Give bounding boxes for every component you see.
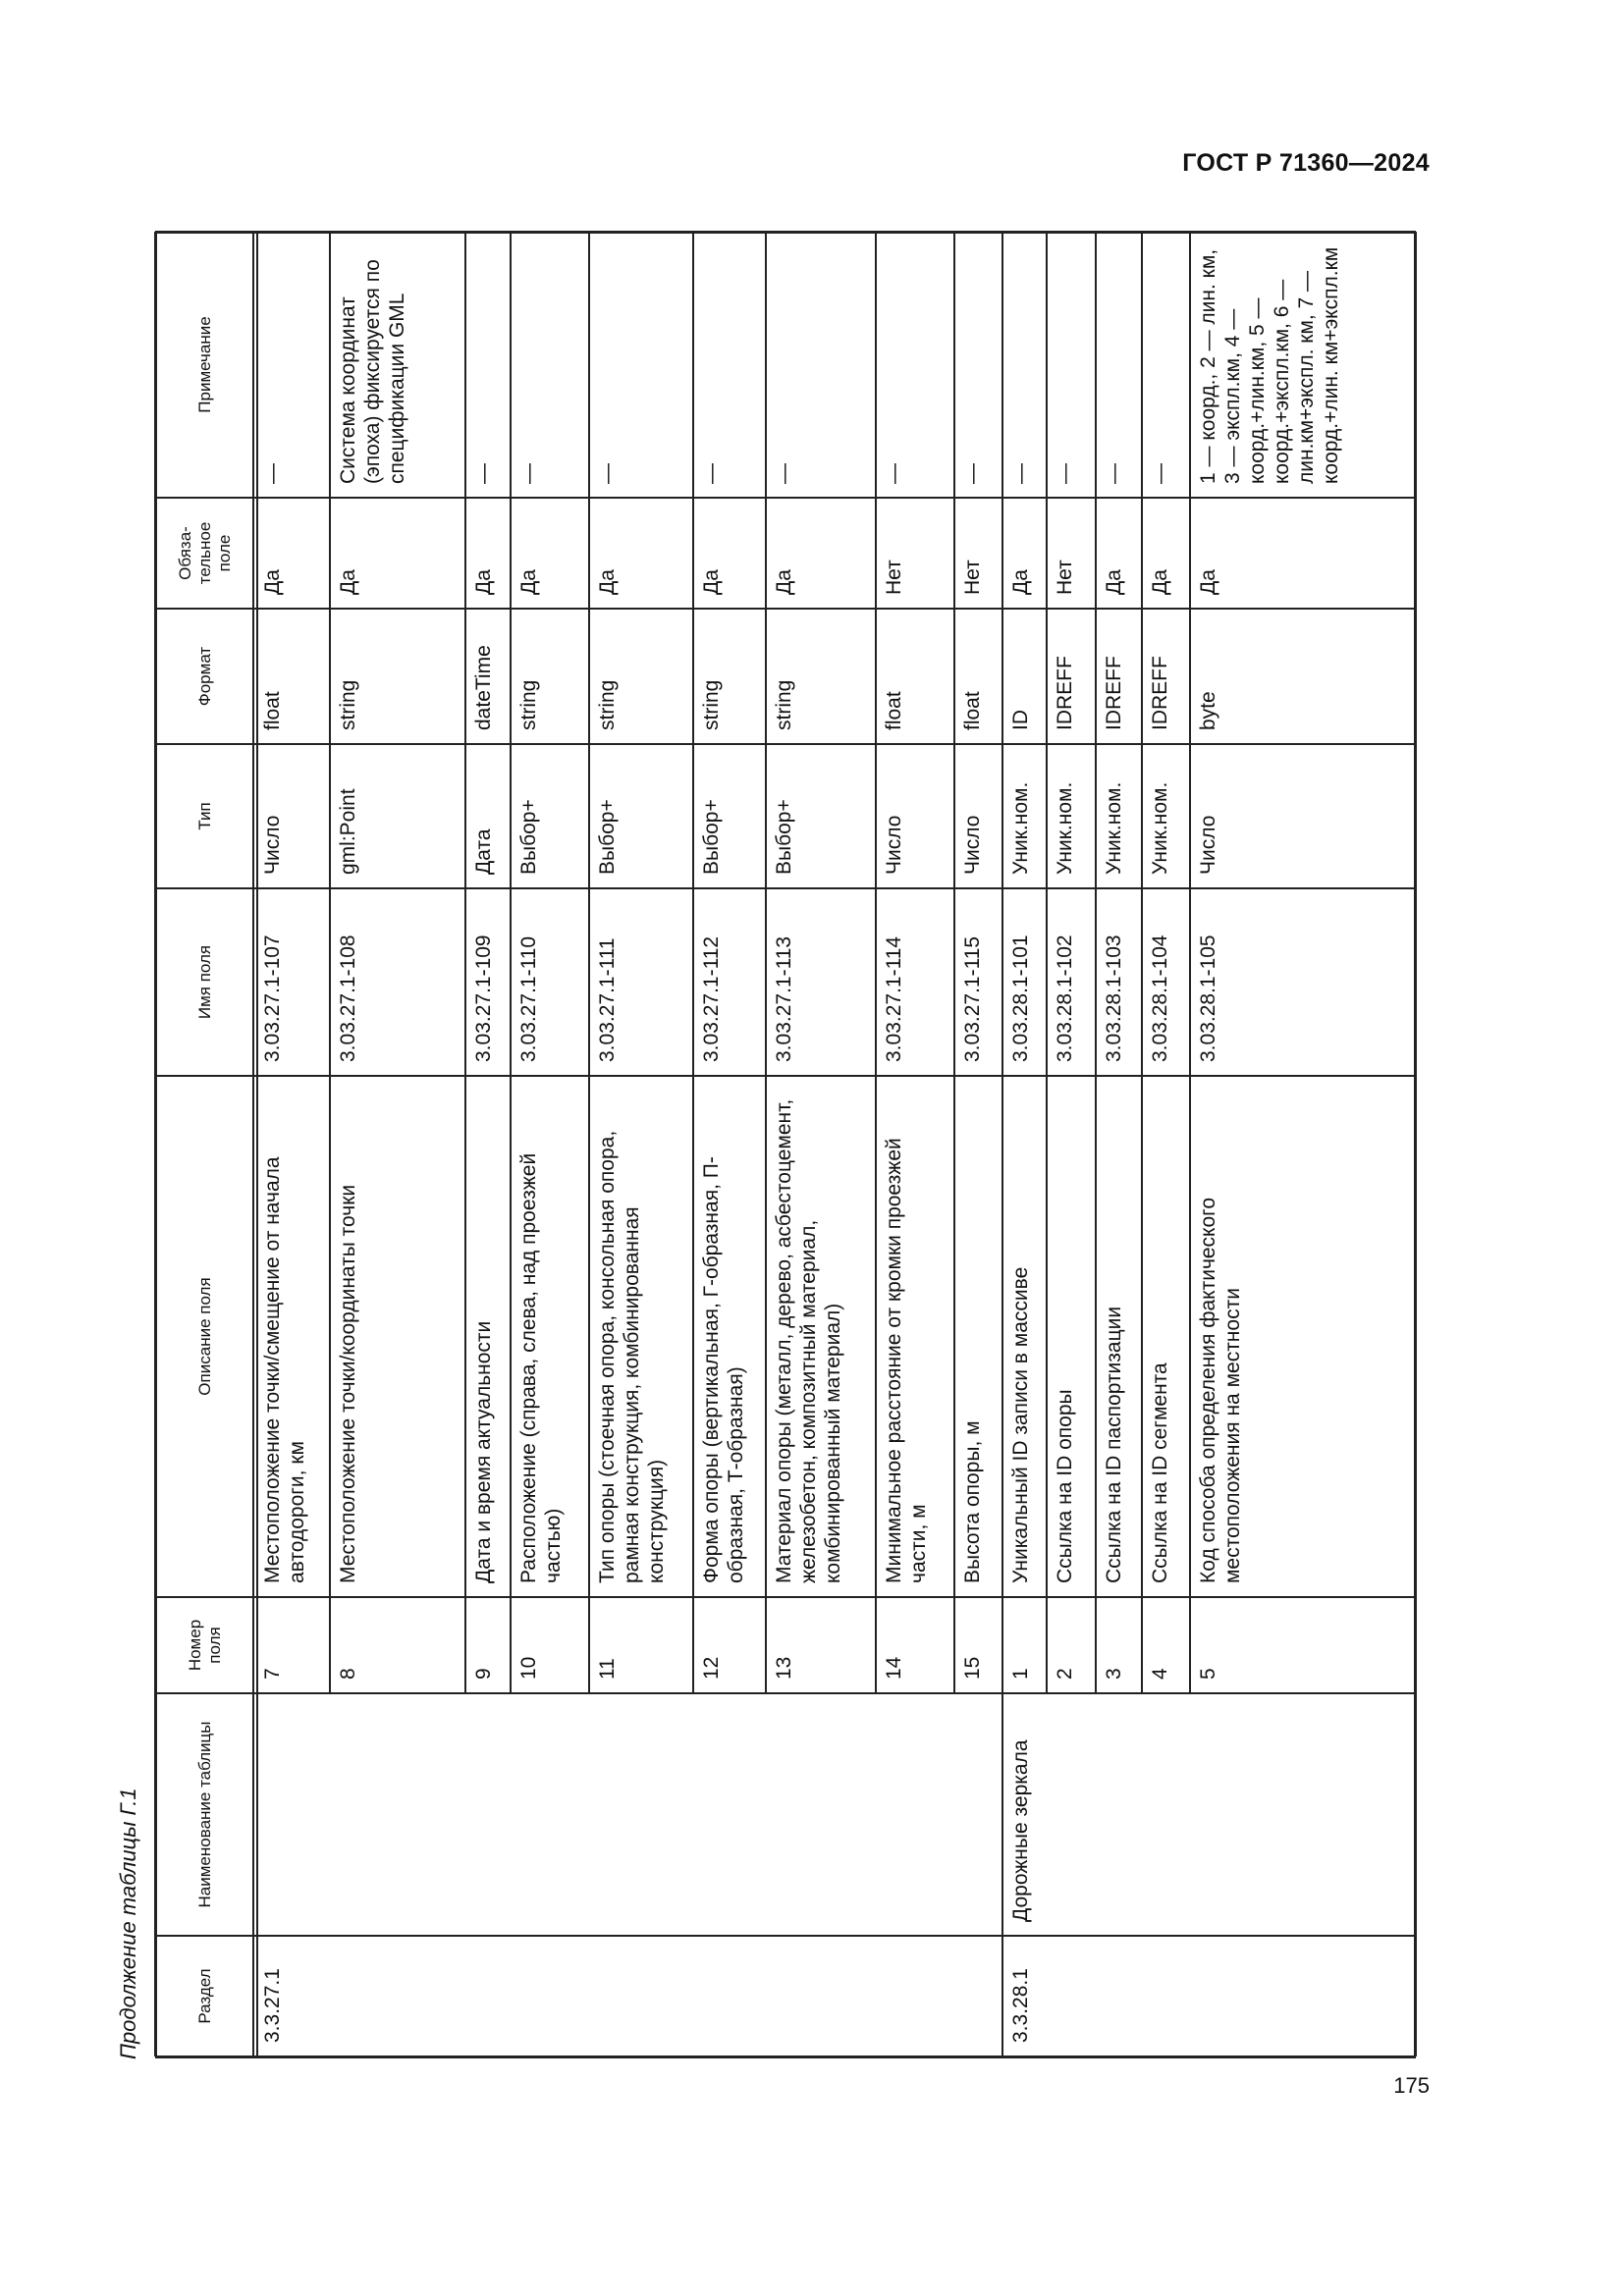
cell-field-name-text: 3.03.27.1-108 bbox=[337, 934, 359, 1062]
cell-field-mandatory bbox=[330, 498, 465, 609]
cell-table-name bbox=[954, 1693, 1002, 1936]
row-separator bbox=[1189, 232, 1191, 1693]
cell-section bbox=[954, 1936, 1002, 2056]
cell-field-number bbox=[766, 1597, 876, 1693]
cell-field-description-text: Тип опоры (стоечная опора, консольная опора, рамная конструкция, комбинированная конструкция) bbox=[596, 1130, 668, 1583]
row-separator bbox=[692, 232, 694, 1693]
cell-field-number-text: 8 bbox=[337, 1668, 359, 1680]
row-separator bbox=[1141, 232, 1143, 1693]
header-section-text: Раздел bbox=[194, 1968, 214, 2024]
cell-field-type bbox=[1190, 744, 1415, 888]
cell-field-mandatory-text: Нет bbox=[961, 560, 984, 595]
cell-field-mandatory bbox=[1047, 498, 1096, 609]
cell-field-description bbox=[1096, 1076, 1142, 1597]
cell-field-mandatory-text: Да bbox=[700, 569, 723, 595]
column-separator bbox=[155, 1935, 1415, 1937]
row-separator bbox=[329, 232, 331, 1693]
cell-field-note bbox=[330, 232, 465, 498]
cell-field-name bbox=[511, 888, 589, 1076]
cell-field-format-text: string bbox=[517, 679, 540, 730]
cell-field-description bbox=[589, 1076, 693, 1597]
row-separator bbox=[1046, 232, 1048, 1693]
cell-field-mandatory-text: Да bbox=[773, 569, 795, 595]
header-separator bbox=[252, 232, 254, 2056]
header-field-mandatory-text: Обяза-тельное поле bbox=[175, 521, 234, 585]
cell-field-format bbox=[254, 609, 330, 744]
cell-field-name-text: 3.03.27.1-110 bbox=[517, 935, 540, 1062]
cell-field-type bbox=[1047, 744, 1096, 888]
cell-field-note-text: — bbox=[961, 463, 984, 484]
column-separator bbox=[155, 743, 1415, 745]
cell-field-type bbox=[1142, 744, 1190, 888]
header-field-description-text: Описание поля bbox=[194, 1277, 214, 1396]
cell-field-note-text: — bbox=[517, 463, 540, 484]
column-separator bbox=[155, 1075, 1415, 1077]
cell-section bbox=[589, 1936, 693, 2056]
cell-field-note bbox=[1002, 232, 1047, 498]
cell-field-name-text: 3.03.28.1-101 bbox=[1009, 934, 1032, 1062]
cell-field-note bbox=[766, 232, 876, 498]
cell-field-description bbox=[954, 1076, 1002, 1597]
cell-field-format-text: IDREFF bbox=[1054, 656, 1076, 730]
cell-field-description bbox=[1142, 1076, 1190, 1597]
cell-section-text: 3.3.27.1 bbox=[261, 1968, 284, 2043]
cell-field-mandatory bbox=[1190, 498, 1415, 609]
cell-field-number-text: 3 bbox=[1103, 1668, 1125, 1680]
cell-field-format bbox=[330, 609, 465, 744]
cell-field-format-text: float bbox=[261, 691, 284, 730]
cell-field-type bbox=[954, 744, 1002, 888]
cell-field-mandatory-text: Да bbox=[1197, 569, 1219, 595]
cell-field-name-text: 3.03.27.1-114 bbox=[883, 935, 905, 1062]
cell-field-mandatory-text: Да bbox=[472, 569, 495, 595]
cell-field-description bbox=[693, 1076, 766, 1597]
cell-field-name bbox=[1047, 888, 1096, 1076]
cell-field-format bbox=[1047, 609, 1096, 744]
cell-field-number-text: 4 bbox=[1149, 1668, 1171, 1680]
header-field-number-text: Номер поля bbox=[185, 1619, 224, 1672]
cell-field-description-text: Местоположение точки/координаты точки bbox=[337, 1184, 359, 1583]
cell-field-description-text: Ссылка на ID паспортизации bbox=[1103, 1306, 1125, 1583]
cell-field-note-text: — bbox=[596, 463, 619, 484]
cell-field-number-text: 2 bbox=[1054, 1668, 1076, 1680]
cell-field-number bbox=[693, 1597, 766, 1693]
cell-field-mandatory-text: Да bbox=[596, 569, 619, 595]
cell-field-format bbox=[511, 609, 589, 744]
cell-field-note-text: — bbox=[1054, 463, 1076, 484]
cell-section bbox=[1190, 1936, 1415, 2056]
table-border-bottom bbox=[155, 2056, 1416, 2058]
cell-field-note bbox=[254, 232, 330, 498]
cell-field-description-text: Ссылка на ID сегмента bbox=[1149, 1362, 1171, 1583]
cell-field-name-text: 3.03.27.1-113 bbox=[773, 935, 795, 1062]
cell-field-mandatory-text: Нет bbox=[883, 560, 905, 595]
cell-field-number-text: 1 bbox=[1009, 1668, 1032, 1680]
cell-field-format bbox=[693, 609, 766, 744]
column-separator bbox=[155, 608, 1415, 610]
cell-field-description-text: Высота опоры, м bbox=[961, 1420, 984, 1583]
cell-field-name bbox=[1142, 888, 1190, 1076]
cell-field-format bbox=[465, 609, 511, 744]
cell-field-description-text: Уникальный ID записи в массиве bbox=[1009, 1266, 1032, 1583]
cell-field-number bbox=[330, 1597, 465, 1693]
cell-table-name-text: Дорожные зеркала bbox=[1009, 1739, 1032, 1922]
cell-field-type-text: Уник.ном. bbox=[1149, 781, 1171, 875]
header-field-type bbox=[155, 744, 254, 888]
cell-section bbox=[1002, 1936, 1047, 2056]
cell-field-note bbox=[1096, 232, 1142, 498]
cell-table-name bbox=[254, 1693, 330, 1936]
column-separator bbox=[155, 1692, 1415, 1694]
cell-field-description-text: Материал опоры (металл, дерево, асбестоцемент, железобетон, композитный материал, комбинированный материал) bbox=[773, 1098, 844, 1583]
cell-field-type-text: Выбор+ bbox=[517, 799, 540, 875]
cell-field-mandatory bbox=[254, 498, 330, 609]
cell-table-name bbox=[1096, 1693, 1142, 1936]
header-field-note bbox=[155, 232, 254, 498]
cell-field-name bbox=[766, 888, 876, 1076]
cell-field-type bbox=[1096, 744, 1142, 888]
cell-field-format-text: dateTime bbox=[472, 645, 495, 730]
cell-field-number bbox=[511, 1597, 589, 1693]
cell-field-name bbox=[254, 888, 330, 1076]
cell-section bbox=[1047, 1936, 1096, 2056]
cell-field-mandatory bbox=[1142, 498, 1190, 609]
cell-section bbox=[465, 1936, 511, 2056]
cell-section bbox=[254, 1936, 330, 2056]
cell-field-mandatory bbox=[693, 498, 766, 609]
cell-field-mandatory bbox=[766, 498, 876, 609]
cell-field-note bbox=[1047, 232, 1096, 498]
cell-section bbox=[1096, 1936, 1142, 2056]
cell-field-type-text: Выбор+ bbox=[773, 799, 795, 875]
cell-field-format-text: float bbox=[961, 691, 984, 730]
cell-section bbox=[511, 1936, 589, 2056]
cell-field-name bbox=[1002, 888, 1047, 1076]
cell-field-type-text: Выбор+ bbox=[700, 799, 723, 875]
row-separator bbox=[588, 232, 590, 1693]
cell-field-name bbox=[954, 888, 1002, 1076]
cell-field-number-text: 13 bbox=[773, 1656, 795, 1680]
cell-section bbox=[766, 1936, 876, 2056]
cell-field-note-text: — bbox=[700, 463, 723, 484]
row-separator bbox=[510, 232, 512, 1693]
cell-field-format-text: IDREFF bbox=[1149, 656, 1171, 730]
cell-field-note bbox=[954, 232, 1002, 498]
cell-field-name-text: 3.03.27.1-107 bbox=[261, 934, 284, 1062]
cell-field-format bbox=[766, 609, 876, 744]
cell-field-number bbox=[1096, 1597, 1142, 1693]
cell-section-text: 3.3.28.1 bbox=[1009, 1968, 1032, 2043]
cell-table-name bbox=[330, 1693, 465, 1936]
cell-field-number-text: 9 bbox=[472, 1668, 495, 1680]
page-number: 175 bbox=[1393, 2073, 1430, 2098]
cell-field-mandatory bbox=[1096, 498, 1142, 609]
cell-field-note bbox=[511, 232, 589, 498]
cell-field-number bbox=[954, 1597, 1002, 1693]
table-border-right bbox=[1414, 232, 1417, 2056]
cell-section bbox=[1142, 1936, 1190, 2056]
cell-field-type bbox=[330, 744, 465, 888]
cell-field-format bbox=[589, 609, 693, 744]
row-separator bbox=[765, 232, 767, 1693]
cell-field-name bbox=[693, 888, 766, 1076]
cell-field-note-text: — bbox=[1149, 463, 1171, 484]
cell-field-name-text: 3.03.28.1-102 bbox=[1054, 934, 1076, 1062]
cell-field-number bbox=[876, 1597, 954, 1693]
cell-field-note-text: Система координат (эпоха) фиксируется по спецификации GML bbox=[337, 259, 408, 484]
cell-field-type-text: Уник.ном. bbox=[1103, 781, 1125, 875]
cell-field-note-text: 1 — коорд., 2 — лин. км, 3 — экспл.км, 4 — коорд.+лин.км, 5 — коорд.+экспл.км, 6 — лин.км+экспл. км, 7 — коорд.+лин. км+экспл.км bbox=[1197, 246, 1342, 484]
cell-field-number-text: 10 bbox=[517, 1656, 540, 1680]
cell-field-number-text: 7 bbox=[261, 1668, 284, 1680]
row-separator bbox=[1095, 232, 1097, 1693]
header-section bbox=[155, 1936, 254, 2056]
cell-field-type bbox=[511, 744, 589, 888]
cell-field-name bbox=[330, 888, 465, 1076]
cell-field-format bbox=[1190, 609, 1415, 744]
cell-section bbox=[876, 1936, 954, 2056]
row-separator bbox=[953, 232, 955, 1693]
cell-field-number bbox=[1047, 1597, 1096, 1693]
cell-field-note bbox=[589, 232, 693, 498]
cell-table-name bbox=[465, 1693, 511, 1936]
cell-field-format-text: string bbox=[596, 679, 619, 730]
cell-field-number-text: 12 bbox=[700, 1656, 723, 1680]
cell-field-note bbox=[1142, 232, 1190, 498]
header-field-format-text: Формат bbox=[194, 646, 214, 707]
cell-table-name bbox=[876, 1693, 954, 1936]
cell-field-name bbox=[465, 888, 511, 1076]
cell-field-name-text: 3.03.27.1-115 bbox=[961, 935, 984, 1062]
header-field-mandatory bbox=[155, 498, 254, 609]
header-table-name-text: Наименование таблицы bbox=[194, 1721, 214, 1908]
header-field-format bbox=[155, 609, 254, 744]
cell-field-description-text: Форма опоры (вертикальная, Г-образная, П-образная, Т-образная) bbox=[700, 1156, 747, 1583]
cell-field-format-text: byte bbox=[1197, 691, 1219, 730]
cell-field-description bbox=[1047, 1076, 1096, 1597]
cell-field-type-text: Число bbox=[261, 815, 284, 875]
cell-field-note-text: — bbox=[472, 463, 495, 484]
cell-field-mandatory bbox=[876, 498, 954, 609]
header-table-name bbox=[155, 1693, 254, 1936]
cell-field-type bbox=[465, 744, 511, 888]
cell-table-name bbox=[766, 1693, 876, 1936]
header-field-type-text: Тип bbox=[194, 802, 214, 830]
cell-field-mandatory-text: Да bbox=[1009, 569, 1032, 595]
column-separator bbox=[155, 1596, 1415, 1598]
cell-field-mandatory-text: Нет bbox=[1054, 560, 1076, 595]
cell-field-format bbox=[1142, 609, 1190, 744]
cell-field-mandatory bbox=[954, 498, 1002, 609]
cell-field-number bbox=[465, 1597, 511, 1693]
cell-field-mandatory-text: Да bbox=[1149, 569, 1171, 595]
table-caption: Продолжение таблицы Г.1 bbox=[116, 1788, 140, 2059]
cell-field-type-text: Число bbox=[883, 815, 905, 875]
cell-field-name-text: 3.03.27.1-111 bbox=[596, 937, 619, 1062]
cell-field-type bbox=[876, 744, 954, 888]
cell-field-note bbox=[465, 232, 511, 498]
cell-table-name bbox=[1142, 1693, 1190, 1936]
cell-field-mandatory bbox=[1002, 498, 1047, 609]
cell-field-type-text: Число bbox=[961, 815, 984, 875]
cell-field-description-text: Дата и время актуальности bbox=[472, 1320, 495, 1583]
cell-field-note-text: — bbox=[1103, 463, 1125, 484]
cell-field-number bbox=[589, 1597, 693, 1693]
cell-field-description bbox=[254, 1076, 330, 1597]
cell-field-number-text: 11 bbox=[596, 1658, 619, 1680]
header-field-note-text: Примечание bbox=[194, 316, 214, 413]
header-field-name-text: Имя поля bbox=[194, 944, 214, 1020]
cell-field-description-text: Код способа определения фактического местоположения на местности bbox=[1197, 1197, 1244, 1583]
cell-field-type-text: gml:Point bbox=[337, 788, 359, 875]
cell-field-description bbox=[330, 1076, 465, 1597]
cell-field-description-text: Расположение (справа, слева, над проезжей частью) bbox=[517, 1152, 565, 1583]
cell-field-name-text: 3.03.28.1-104 bbox=[1149, 934, 1171, 1062]
cell-field-format-text: string bbox=[773, 679, 795, 730]
cell-field-mandatory-text: Да bbox=[337, 569, 359, 595]
cell-field-description bbox=[1190, 1076, 1415, 1597]
cell-field-type-text: Выбор+ bbox=[596, 799, 619, 875]
cell-field-description bbox=[876, 1076, 954, 1597]
cell-field-mandatory bbox=[511, 498, 589, 609]
cell-field-type-text: Уник.ном. bbox=[1009, 781, 1032, 875]
cell-field-type-text: Уник.ном. bbox=[1054, 781, 1076, 875]
cell-field-name-text: 3.03.27.1-109 bbox=[472, 934, 495, 1062]
cell-field-description bbox=[1002, 1076, 1047, 1597]
cell-field-note bbox=[693, 232, 766, 498]
cell-field-format-text: string bbox=[700, 679, 723, 730]
header-field-name bbox=[155, 888, 254, 1076]
cell-field-number bbox=[1142, 1597, 1190, 1693]
cell-field-description-text: Местоположение точки/смещение от начала автодороги, км bbox=[261, 1156, 308, 1583]
cell-section bbox=[330, 1936, 465, 2056]
cell-table-name bbox=[511, 1693, 589, 1936]
cell-field-name bbox=[1190, 888, 1415, 1076]
column-separator bbox=[155, 887, 1415, 889]
cell-field-format-text: IDREFF bbox=[1103, 656, 1125, 730]
header-separator bbox=[256, 232, 258, 2056]
cell-table-name bbox=[693, 1693, 766, 1936]
cell-field-note-text: — bbox=[261, 463, 284, 484]
cell-field-number-text: 15 bbox=[961, 1656, 984, 1680]
cell-field-name-text: 3.03.27.1-112 bbox=[700, 935, 723, 1062]
cell-field-type-text: Число bbox=[1197, 815, 1219, 875]
column-separator bbox=[155, 497, 1415, 499]
cell-field-mandatory-text: Да bbox=[261, 569, 284, 595]
header-field-description bbox=[155, 1076, 254, 1597]
cell-field-mandatory-text: Да bbox=[1103, 569, 1125, 595]
cell-field-description bbox=[465, 1076, 511, 1597]
cell-table-name bbox=[1002, 1693, 1047, 1936]
row-separator bbox=[875, 232, 877, 1693]
cell-field-format-text: float bbox=[883, 691, 905, 730]
cell-field-description-text: Минимальное расстояние от кромки проезжей части, м bbox=[883, 1138, 930, 1583]
cell-field-type bbox=[254, 744, 330, 888]
cell-field-type bbox=[766, 744, 876, 888]
cell-field-note bbox=[876, 232, 954, 498]
row-separator bbox=[464, 232, 466, 1693]
cell-field-note bbox=[1190, 232, 1415, 498]
cell-field-mandatory bbox=[465, 498, 511, 609]
cell-field-number bbox=[1190, 1597, 1415, 1693]
cell-field-name-text: 3.03.28.1-105 bbox=[1197, 934, 1219, 1062]
cell-field-mandatory bbox=[589, 498, 693, 609]
cell-field-format bbox=[954, 609, 1002, 744]
cell-field-type bbox=[693, 744, 766, 888]
cell-field-description bbox=[766, 1076, 876, 1597]
cell-field-number-text: 14 bbox=[883, 1656, 905, 1680]
cell-field-name bbox=[876, 888, 954, 1076]
cell-field-type bbox=[589, 744, 693, 888]
cell-section bbox=[693, 1936, 766, 2056]
cell-table-name bbox=[1047, 1693, 1096, 1936]
table-border-top bbox=[155, 231, 1416, 234]
header-field-number bbox=[155, 1597, 254, 1693]
cell-field-format-text: ID bbox=[1009, 710, 1032, 730]
cell-field-note-text: — bbox=[1009, 463, 1032, 484]
cell-field-number bbox=[1002, 1597, 1047, 1693]
row-separator bbox=[1001, 232, 1003, 2056]
cell-field-name bbox=[589, 888, 693, 1076]
cell-field-note-text: — bbox=[883, 463, 905, 484]
cell-field-number-text: 5 bbox=[1197, 1668, 1219, 1680]
cell-table-name bbox=[589, 1693, 693, 1936]
cell-field-format bbox=[1096, 609, 1142, 744]
cell-field-number bbox=[254, 1597, 330, 1693]
cell-field-description-text: Ссылка на ID опоры bbox=[1054, 1389, 1076, 1583]
header-doc-code: ГОСТ Р 71360—2024 bbox=[1182, 149, 1430, 177]
cell-field-type bbox=[1002, 744, 1047, 888]
cell-field-name-text: 3.03.28.1-103 bbox=[1103, 934, 1125, 1062]
cell-field-format-text: string bbox=[337, 679, 359, 730]
cell-table-name bbox=[1190, 1693, 1415, 1936]
cell-field-mandatory-text: Да bbox=[517, 569, 540, 595]
cell-field-format bbox=[1002, 609, 1047, 744]
table-border-left bbox=[154, 232, 157, 2056]
cell-field-note-text: — bbox=[773, 463, 795, 484]
cell-field-format bbox=[876, 609, 954, 744]
cell-field-description bbox=[511, 1076, 589, 1597]
cell-field-name bbox=[1096, 888, 1142, 1076]
cell-field-type-text: Дата bbox=[472, 828, 495, 875]
